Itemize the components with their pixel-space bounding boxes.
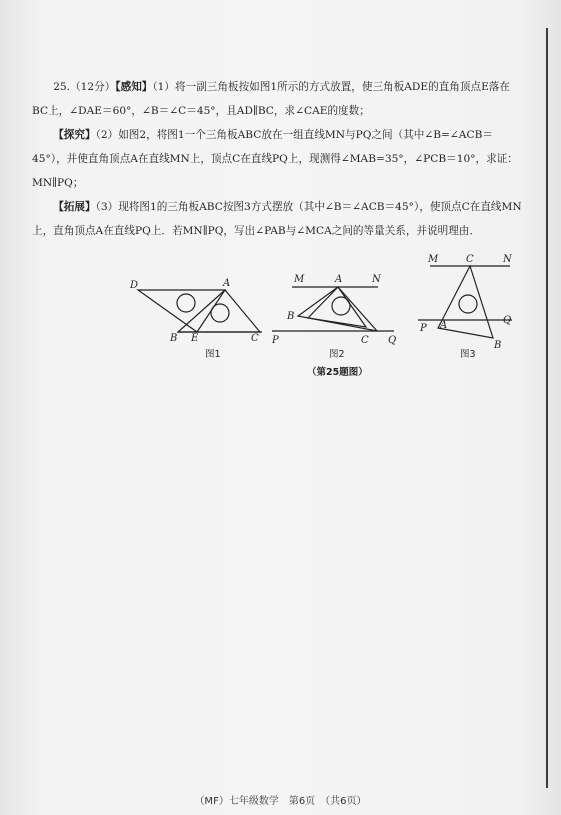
fig3-label-b: B — [494, 340, 502, 351]
fig3-label-c: C — [466, 254, 474, 265]
part1-text: （1）将一副三角板按如图1所示的方式放置，使三角板ADE的直角顶点E落在BC上，∠DAE＝60°，∠B＝∠C＝45°，且AD∥BC，求∠CAE的度数； — [32, 81, 510, 117]
figure-2 — [272, 287, 394, 331]
fig2-label-a: A — [335, 274, 343, 285]
problem-number: 25. — [53, 81, 71, 93]
fig3-label-q: Q — [503, 315, 512, 326]
fig1-label-b: B — [170, 333, 178, 344]
fig1-label-a: A — [223, 278, 231, 289]
explore-tag: 【探究】 — [53, 129, 96, 141]
fig3-label-n: N — [503, 254, 512, 265]
part2-text: （2）如图2，将图1一个三角板ABC放在一组直线MN与PQ之间（其中∠B=∠ACB＝45°），并使直角顶点A在直线MN上，顶点C在直线PQ上，现测得∠MAB=35°，∠PCB＝10°，求证：MN∥PQ； — [32, 129, 518, 189]
page-footer: （MF）七年级数学 第6页 （共6页） — [194, 796, 367, 807]
fig3-caption: 图3 — [460, 349, 476, 360]
fig1-label-e: E — [191, 333, 199, 344]
fig2-caption: 图2 — [329, 349, 345, 360]
fig2-label-q: Q — [388, 335, 397, 346]
fig2-hole — [332, 297, 350, 315]
figure-group-caption: （第25题图） — [307, 367, 368, 378]
fig3-hole — [459, 295, 477, 313]
fig2-triangle-abc — [298, 287, 377, 331]
extend-tag: 【拓展】 — [53, 201, 96, 213]
fig2-label-b: B — [287, 311, 295, 322]
fig2-triangle-inner — [308, 287, 366, 327]
fig1-label-c: C — [251, 333, 259, 344]
fig2-label-m: M — [294, 274, 305, 285]
fig1-hole-2 — [211, 304, 229, 322]
figure-1 — [138, 290, 262, 332]
fig3-label-p: P — [420, 323, 427, 334]
fig1-hole-1 — [177, 294, 195, 312]
fig3-label-a: A — [440, 320, 448, 331]
problem-score: （12分） — [70, 81, 116, 93]
figure-3 — [418, 266, 512, 338]
fig2-label-p: P — [272, 335, 279, 346]
fig2-label-c: C — [361, 335, 369, 346]
part3-text: （3）现将图1的三角板ABC按图3方式摆放（其中∠B＝∠ACB＝45°），使顶点C在直线MN上，直角顶点A在直线PQ上．若MN∥PQ，写出∠PAB与∠MCA之间的等量关系，并说明理由． — [32, 201, 522, 237]
fig1-label-d: D — [130, 280, 139, 291]
fig3-label-m: M — [428, 254, 439, 265]
perceive-tag: 【感知】 — [115, 81, 153, 93]
fig2-label-n: N — [372, 274, 381, 285]
fig1-caption: 图1 — [205, 349, 221, 360]
